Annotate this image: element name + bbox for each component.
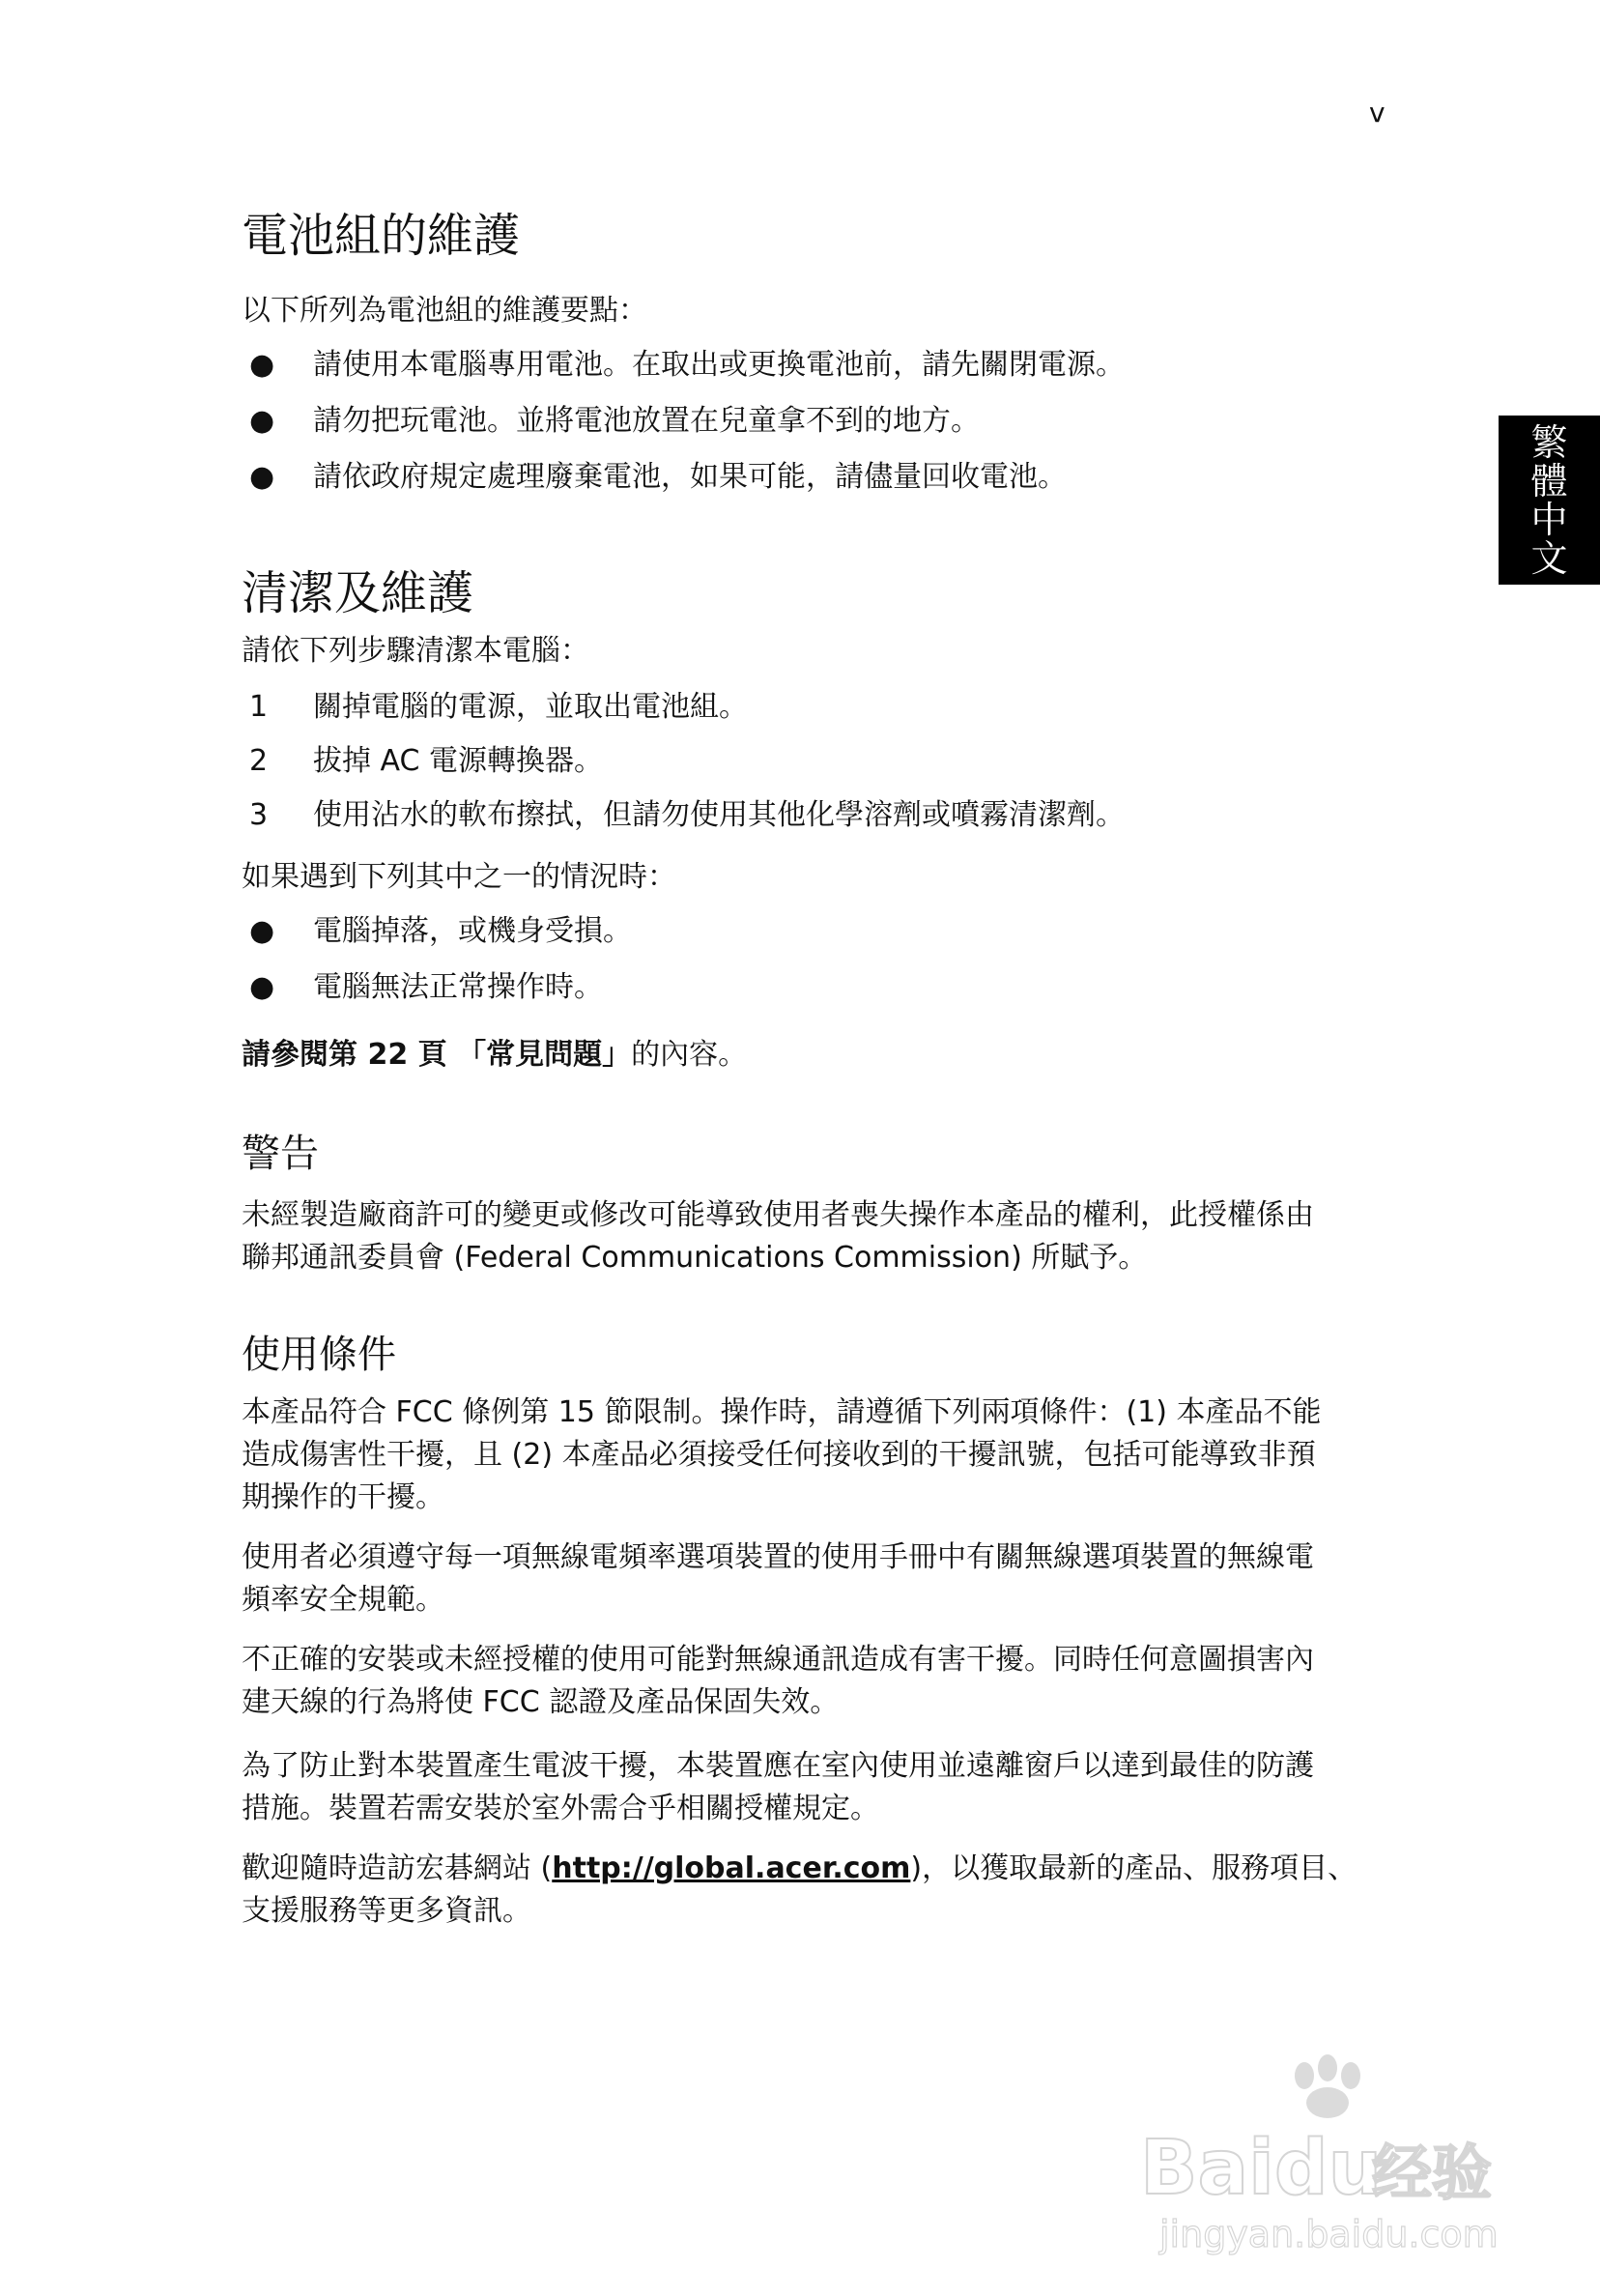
language-tab-char: 文	[1530, 536, 1568, 580]
conditions-paragraph: 為了防止對本裝置產生電波干擾，本裝置應在室內使用並遠離窗戶以達到最佳的防護 措施。裝置若需安裝於室外需合乎相關授權規定。	[242, 1749, 1314, 1825]
faq-reference: 請參閱第 22 頁 「常見問題」的內容。	[242, 1038, 748, 1072]
page-number: v	[1369, 97, 1386, 129]
battery-title: 電池組的維護	[242, 209, 521, 263]
language-tab-char: 繁	[1530, 420, 1568, 464]
watermark-site: jingyan.baidu.com	[1159, 2213, 1499, 2255]
watermark-brand: Baidu	[1140, 2125, 1383, 2212]
welcome-paragraph: 歡迎隨時造訪宏碁網站 (http://global.acer.com)，以獲取最新的產品、服務項目、 支援服務等更多資訊。	[242, 1851, 1357, 1928]
bullet: ●	[249, 348, 275, 382]
cleaning-title: 清潔及維護	[242, 566, 474, 620]
conditions-paragraph: 不正確的安裝或未經授權的使用可能對無線通訊造成有害干擾。同時任何意圖損害內 建天線的行為將使 FCC 認證及產品保固失效。	[242, 1643, 1314, 1719]
bullet: ●	[249, 970, 275, 1004]
language-tab	[1499, 416, 1600, 585]
acer-website-link[interactable]: http://global.acer.com	[552, 1851, 911, 1885]
conditions-paragraph: 本產品符合 FCC 條例第 15 節限制。操作時，請遵循下列兩項條件：(1) 本產品不能 造成傷害性干擾，且 (2) 本產品必須接受任何接收到的干擾訊號，包括可能導致非預 期操作的干擾。	[242, 1395, 1322, 1514]
conditions-title: 使用條件	[242, 1333, 396, 1377]
bullet: ●	[249, 914, 275, 948]
watermark-cjk: 经验	[1372, 2138, 1493, 2208]
warning-text: 未經製造廠商許可的變更或修改可能導致使用者喪失操作本產品的權利，此授權係由 聯邦通訊委員會 (Federal Communications Commission) 所賦予。	[242, 1198, 1314, 1275]
language-tab-char: 中	[1530, 498, 1568, 541]
language-tab-char: 體	[1530, 459, 1568, 502]
battery-intro: 以下所列為電池組的維護要點：	[242, 294, 647, 328]
situations-intro: 如果遇到下列其中之一的情況時：	[242, 860, 676, 894]
bullet: ●	[249, 460, 275, 494]
baidu-jingyan-watermark	[1121, 2049, 1517, 2261]
paw-icon	[1295, 2054, 1360, 2118]
bullet: ●	[249, 404, 275, 438]
conditions-paragraph: 使用者必須遵守每一項無線電頻率選項裝置的使用手冊中有關無線選項裝置的無線電 頻率安全規範。	[242, 1540, 1314, 1617]
warning-title: 警告	[242, 1132, 319, 1176]
cleaning-intro: 請依下列步驟清潔本電腦：	[242, 634, 589, 668]
